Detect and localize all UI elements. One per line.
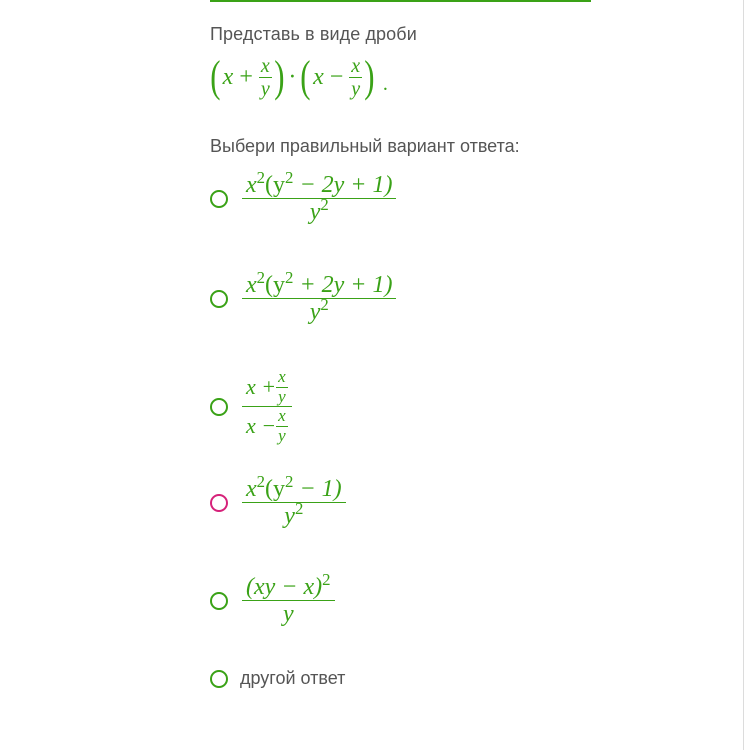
answer-option-a[interactable] xyxy=(210,167,396,226)
answer-fraction-b: $\frac{x^2(y^2 + 2y + 1)}{y^2}$ xyxy=(242,272,396,326)
top-divider xyxy=(210,0,591,2)
answer-fraction-e: $\frac{(xy - x)^2}{y}$ xyxy=(242,574,335,628)
answer-option-f[interactable] xyxy=(210,668,345,689)
expr-left-var: x xyxy=(222,63,234,90)
expr-fraction-1: $\frac{x}{y}$ xyxy=(260,54,270,100)
task-instruction: Представь в виде дроби xyxy=(210,24,417,44)
radio-button-f[interactable] xyxy=(210,670,228,688)
answer-fraction-a: $\frac{x^2(y^2 - 2y + 1)}{y^2}$ xyxy=(242,172,396,226)
radio-button-c[interactable] xyxy=(210,398,228,416)
radio-button-b[interactable] xyxy=(210,290,228,308)
radio-button-d[interactable] xyxy=(210,494,228,512)
radio-button-e[interactable] xyxy=(210,592,228,610)
expr-fraction-2: $\frac{x}{y}$ xyxy=(351,54,361,100)
answer-option-e[interactable] xyxy=(210,569,335,628)
radio-button-a[interactable] xyxy=(210,190,228,208)
other-answer-label: другой ответ xyxy=(240,668,346,688)
task-expression: ( x + $\frac{x}{y}$ ) · ( x − $\frac{x}{y}$ ) . xyxy=(210,52,388,101)
page-right-border xyxy=(743,0,744,750)
answer-option-c[interactable] xyxy=(210,368,292,446)
answer-fraction-c: x + $\frac{x}{y}$ x − $\frac{x}{y}$ xyxy=(242,368,292,446)
question-prompt: Выбери правильный вариант ответа: xyxy=(210,136,520,156)
answer-option-d[interactable] xyxy=(210,471,346,530)
answer-fraction-d: $\frac{x^2(y^2 - 1)}{y^2}$ xyxy=(242,476,346,530)
expr-right-var: x xyxy=(313,63,324,90)
answer-option-b[interactable] xyxy=(210,267,396,326)
